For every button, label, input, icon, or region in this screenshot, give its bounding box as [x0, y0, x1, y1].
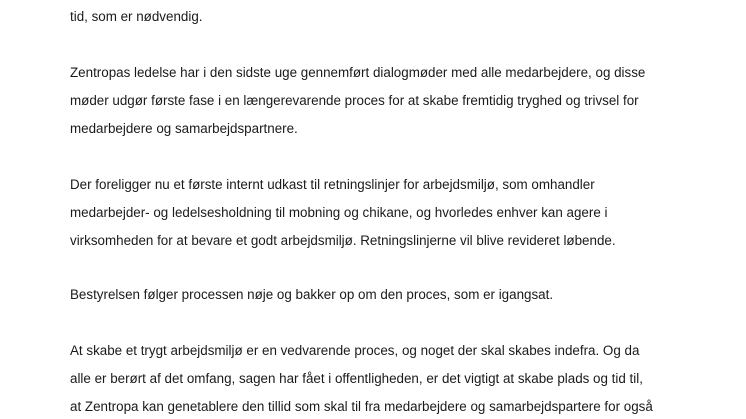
paragraph-line: Bestyrelsen følger processen nøje og bakker op om den proces, som er igangsat. — [70, 287, 554, 302]
paragraph-line: At skabe et trygt arbejdsmiljø er en vedvarende proces, og noget der skal skabes indefra. Og da — [70, 343, 640, 358]
paragraph-line: møder udgør første fase i en længerevarende proces for at skabe fremtidig tryghed og trivsel for — [70, 93, 639, 108]
paragraph-line: Der foreligger nu et første internt udkast til retningslinjer for arbejdsmiljø, som omhandler — [70, 177, 595, 192]
paragraph-line: medarbejder- og ledelsesholdning til mobning og chikane, og hvorledes enhver kan agere i — [70, 205, 608, 220]
paragraph-line: at Zentropa kan genetablere den tillid som skal til fra medarbejdere og samarbejdspartere for også — [70, 399, 653, 414]
paragraph-line: medarbejdere og samarbejdspartnere. — [70, 121, 298, 136]
paragraph-line: Zentropas ledelse har i den sidste uge gennemført dialogmøder med alle medarbejdere, og disse — [70, 65, 646, 80]
paragraph-line: tid, som er nødvendig. — [70, 9, 203, 24]
paragraph-line: alle er berørt af det omfang, sagen har fået i offentligheden, er det vigtigt at skabe plads og tid til, — [70, 371, 643, 386]
paragraph-line: virksomheden for at bevare et godt arbejdsmiljø. Retningslinjerne vil blive revideret løbende. — [70, 233, 616, 248]
